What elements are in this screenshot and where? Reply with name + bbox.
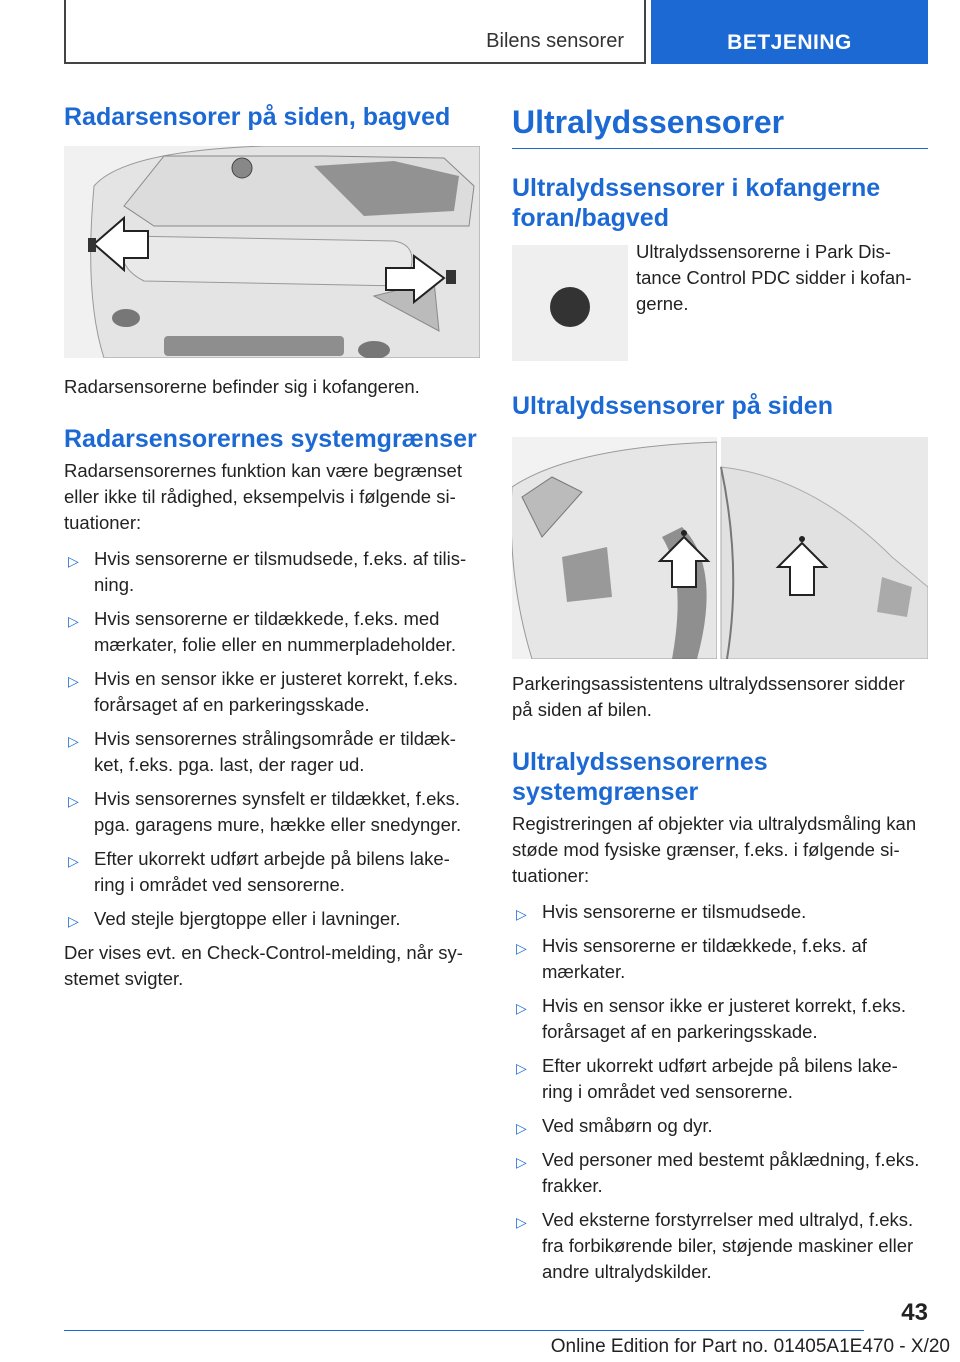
sensor-disc-icon <box>512 245 628 361</box>
page-number: 43 <box>901 1299 928 1326</box>
rear-bumper-panel <box>721 437 928 659</box>
triangle-right-outline-icon: ▷ <box>516 940 527 956</box>
list-item: ▷ Hvis sensorerne er tildækkede, f.eks. af mærkater. <box>516 935 867 982</box>
list-item: ▷ Hvis sensorerne er tilsmudsede. <box>512 899 928 925</box>
left-figure-caption: Radarsensorerne befinder sig i kofangeren. <box>64 376 420 397</box>
triangle-right-outline-icon: ▷ <box>516 1120 527 1136</box>
triangle-right-outline-icon: ▷ <box>516 906 527 922</box>
triangle-right-outline-icon: ▷ <box>68 673 79 689</box>
right-sub2-title: Ultralydssensorer på siden <box>512 392 833 420</box>
list-item: ▷ Hvis en sensor ikke er justeret korrekt, f.eks. forårsaget af en parkeringsskade. <box>68 668 458 715</box>
left-limits-intro: Radarsensorernes funktion kan være begrænset eller ikke til rådighed, eksempelvis i følgende si-tuationer: <box>64 460 462 533</box>
header-section-box <box>64 0 646 64</box>
car-side-illustration <box>512 437 928 659</box>
right-column <box>512 100 928 1293</box>
triangle-right-outline-icon: ▷ <box>68 613 79 629</box>
header-chapter-label: BETJENING <box>727 31 852 54</box>
left-limits-list <box>64 546 480 932</box>
header-chapter-tab <box>651 0 928 64</box>
header-section-title: Bilens sensorer <box>486 30 624 52</box>
footer-divider <box>64 1330 864 1331</box>
triangle-right-outline-icon: ▷ <box>516 1214 527 1230</box>
left-outro: Der vises evt. en Check-Control-melding, når sy-stemet svigter. <box>64 942 463 989</box>
triangle-right-outline-icon: ▷ <box>68 733 79 749</box>
left-column <box>64 100 480 992</box>
list-item: ▷ Hvis sensorerne er tildækkede, f.eks. med mærkater, folie eller en nummerpladeholder. <box>68 608 456 655</box>
footer-edition: Online Edition for Part no. 01405A1E470 - X/20 <box>550 1336 950 1357</box>
triangle-right-outline-icon: ▷ <box>68 853 79 869</box>
side-sensors-figure <box>512 437 928 659</box>
left-limits-title: Radarsensorernes systemgrænser <box>64 425 477 453</box>
list-item: ▷ Ved stejle bjergtoppe eller i lavninger. <box>64 906 480 932</box>
list-item: ▷ Hvis sensorernes strålingsområde er tildæk-ket, f.eks. pga. last, der rager ud. <box>68 728 456 775</box>
list-item: ▷ Ved eksterne forstyrrelser med ultralyd, f.eks. fra forbikørende biler, støjende maskiner eller andre ultralydskilder. <box>516 1209 914 1282</box>
right-limits-intro: Registreringen af objekter via ultralydsmåling kan støde mod fysiske grænser, f.eks. i følgende si-tuationer: <box>512 813 917 886</box>
sensor-marker-right <box>446 270 456 284</box>
right-limits-title: Ultralydssensorernes systemgrænser <box>512 748 768 806</box>
front-bumper-panel <box>512 442 717 659</box>
triangle-right-outline-icon: ▷ <box>516 1154 527 1170</box>
list-item: ▷ Ved småbørn og dyr. <box>512 1113 928 1139</box>
triangle-right-outline-icon: ▷ <box>68 913 79 929</box>
right-main-title: Ultralydssensorer <box>512 100 928 149</box>
list-item: ▷ Hvis sensorernes synsfelt er tildækket, f.eks. pga. garagens mure, hække eller snedynger. <box>68 788 462 835</box>
list-item: ▷ Hvis en sensor ikke er justeret korrekt, f.eks. forårsaget af en parkeringsskade. <box>516 995 906 1042</box>
sensor-marker-left <box>88 238 96 252</box>
list-item: ▷ Hvis sensorerne er tilsmudsede, f.eks. af tilis-ning. <box>68 548 467 595</box>
list-item: ▷ Efter ukorrekt udført arbejde på bilens lake-ring i området ved sensorerne. <box>68 848 450 895</box>
right-limits-list <box>512 899 928 1285</box>
pdc-sensor-figure <box>512 245 628 361</box>
triangle-right-outline-icon: ▷ <box>516 1060 527 1076</box>
pdc-sensor-block <box>512 241 928 361</box>
list-item: ▷ Ved personer med bestemt påklædning, f.eks. frakker. <box>516 1149 920 1196</box>
rear-bumper-radar-figure <box>64 146 480 358</box>
left-section-title: Radarsensorer på siden, bagved <box>64 103 451 131</box>
right-figure-caption: Parkeringsassistentens ultralydssensorer sidder på siden af bilen. <box>512 673 905 720</box>
right-sub1-title: Ultralydssensorer i kofangerne foran/bagved <box>512 174 881 232</box>
triangle-right-outline-icon: ▷ <box>68 553 79 569</box>
car-rear-illustration <box>64 146 480 358</box>
triangle-right-outline-icon: ▷ <box>68 793 79 809</box>
page-header <box>64 0 928 64</box>
list-item: ▷ Efter ukorrekt udført arbejde på bilens lake-ring i området ved sensorerne. <box>516 1055 898 1102</box>
triangle-right-outline-icon: ▷ <box>516 1000 527 1016</box>
pdc-sensor-text: Ultralydssensorerne i Park Dis-tance Control PDC sidder i kofan-gerne. <box>636 241 912 314</box>
